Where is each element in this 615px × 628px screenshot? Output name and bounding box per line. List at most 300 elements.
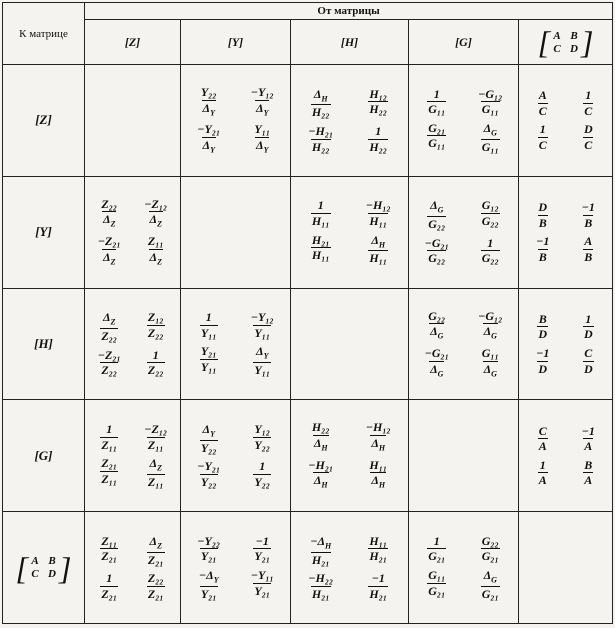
numerator: −Y₂₁ bbox=[197, 459, 221, 474]
fraction bbox=[185, 311, 233, 339]
denominator: $\Delta_Y$ bbox=[202, 137, 215, 155]
fraction bbox=[467, 122, 515, 153]
conversion-matrix bbox=[409, 199, 518, 265]
denominator: G₂₁ bbox=[481, 549, 499, 564]
denominator: Y₁₁ bbox=[200, 325, 217, 340]
fraction bbox=[467, 88, 515, 116]
denominator: Z₂₁ bbox=[147, 552, 164, 567]
row-header: [Y] bbox=[3, 176, 85, 288]
abcd-entry: A bbox=[553, 29, 561, 42]
numerator: −H₂₁ bbox=[308, 457, 334, 472]
numerator: H₁₁ bbox=[369, 533, 388, 548]
fraction bbox=[89, 235, 130, 266]
conversion-cell bbox=[181, 512, 291, 624]
numerator: 1 bbox=[317, 198, 324, 213]
numerator: H₁₁ bbox=[369, 457, 388, 472]
numerator: −Y₂₂ bbox=[197, 533, 221, 548]
denominator: Z₁₁ bbox=[147, 437, 164, 452]
denominator: Y₁₁ bbox=[200, 359, 217, 374]
column-header: [G] bbox=[409, 20, 519, 65]
fraction bbox=[569, 89, 609, 117]
fraction bbox=[239, 86, 287, 117]
numerator: −H₁₂ bbox=[365, 420, 391, 435]
numerator: 1 bbox=[375, 123, 382, 138]
fraction bbox=[523, 347, 563, 375]
numerator: −G₂₁ bbox=[424, 345, 449, 360]
fraction bbox=[239, 569, 287, 600]
denominator: G₂₁ bbox=[428, 583, 446, 598]
numerator: Y₂₁ bbox=[200, 344, 217, 359]
numerator: −Z₁₂ bbox=[144, 422, 168, 436]
column-header bbox=[519, 20, 613, 65]
denominator: C bbox=[538, 103, 547, 118]
denominator: $\Delta_G$ bbox=[430, 324, 444, 341]
denominator: C bbox=[584, 137, 593, 152]
conversion-cell bbox=[519, 288, 613, 400]
numerator: $\Delta_H$ bbox=[313, 86, 328, 103]
column-header: [Z] bbox=[85, 20, 181, 65]
numerator: −H₂₂ bbox=[308, 571, 334, 586]
denominator: G₁₁ bbox=[428, 102, 446, 117]
conversion-cell bbox=[85, 176, 181, 288]
denominator: Z₂₂ bbox=[147, 325, 164, 340]
fraction bbox=[523, 313, 563, 341]
numerator: G₁₂ bbox=[481, 198, 499, 213]
conversion-matrix bbox=[409, 535, 518, 601]
fraction bbox=[239, 311, 287, 339]
fraction bbox=[185, 123, 233, 154]
denominator: G₂₁ bbox=[481, 586, 499, 601]
abcd-row-header bbox=[15, 549, 72, 586]
denominator: G₂₁ bbox=[428, 549, 446, 564]
fraction bbox=[295, 125, 347, 153]
numerator: 1 bbox=[585, 311, 592, 326]
column-header-row bbox=[3, 20, 613, 65]
conversion-cell bbox=[85, 512, 181, 624]
conversion-matrix bbox=[519, 201, 612, 263]
empty-cell bbox=[291, 288, 409, 400]
denominator: A bbox=[584, 439, 593, 454]
fraction bbox=[89, 311, 130, 342]
fraction bbox=[413, 199, 461, 230]
fraction bbox=[523, 89, 563, 117]
denominator: Z₂₂ bbox=[101, 328, 118, 343]
table-row bbox=[3, 288, 613, 400]
denominator: D bbox=[538, 327, 548, 342]
numerator: A bbox=[538, 88, 547, 103]
denominator: Y₂₁ bbox=[200, 586, 217, 601]
fraction bbox=[185, 460, 233, 488]
numerator: Z₂₂ bbox=[101, 196, 118, 211]
fraction bbox=[523, 123, 563, 151]
denominator: Z₂₁ bbox=[101, 549, 118, 564]
numerator: $\Delta_Y$ bbox=[256, 344, 269, 361]
numerator: H₂₂ bbox=[311, 420, 330, 435]
denominator: G₂₂ bbox=[481, 251, 499, 266]
fraction bbox=[413, 122, 461, 153]
numerator: −Z₁₂ bbox=[144, 196, 168, 211]
denominator: Z₂₂ bbox=[101, 363, 118, 378]
conversion-matrix bbox=[181, 423, 290, 489]
fraction bbox=[467, 237, 515, 265]
denominator: H₁₁ bbox=[311, 248, 330, 263]
abcd-entry: B bbox=[48, 555, 56, 568]
empty-cell bbox=[181, 176, 291, 288]
abcd-entry: C bbox=[31, 568, 39, 581]
denominator: $\Delta_Z$ bbox=[103, 249, 116, 267]
conversion-cell bbox=[181, 65, 291, 177]
conversion-matrix bbox=[181, 311, 290, 377]
fraction bbox=[89, 572, 130, 600]
empty-cell bbox=[85, 65, 181, 177]
conversion-cell bbox=[409, 512, 519, 624]
denominator: D bbox=[583, 327, 593, 342]
denominator: Z₂₁ bbox=[101, 586, 118, 601]
numerator: $\Delta_H$ bbox=[371, 232, 386, 249]
denominator: G₁₁ bbox=[428, 136, 446, 151]
conversion-cell bbox=[519, 65, 613, 177]
conversion-cell bbox=[409, 176, 519, 288]
numerator: B bbox=[538, 311, 547, 326]
fraction bbox=[295, 88, 347, 119]
denominator: B bbox=[584, 249, 593, 264]
conversion-cell bbox=[409, 65, 519, 177]
denominator: $\Delta_Z$ bbox=[103, 212, 116, 229]
row-header: [H] bbox=[3, 288, 85, 400]
numerator: G₁₁ bbox=[481, 345, 499, 360]
numerator: $\Delta_Z$ bbox=[149, 456, 162, 473]
fraction bbox=[523, 201, 563, 229]
numerator: −G₁₂ bbox=[478, 86, 503, 101]
denominator: Y₁₁ bbox=[254, 325, 271, 340]
denominator: H₂₂ bbox=[369, 139, 388, 154]
conversion-matrix bbox=[181, 86, 290, 155]
denominator: $\Delta_H$ bbox=[313, 473, 328, 490]
fraction bbox=[353, 199, 405, 227]
fraction bbox=[413, 88, 461, 116]
numerator: 1 bbox=[106, 571, 113, 586]
empty-cell bbox=[409, 400, 519, 512]
conversion-cell bbox=[181, 400, 291, 512]
numerator: −Y₁₂ bbox=[250, 85, 274, 100]
fraction bbox=[89, 198, 130, 229]
numerator: −Y₁₂ bbox=[250, 310, 274, 325]
fraction bbox=[295, 234, 347, 265]
denominator: Y₂₁ bbox=[254, 549, 271, 564]
fraction bbox=[89, 349, 130, 377]
fraction bbox=[569, 425, 609, 453]
fraction bbox=[353, 234, 405, 265]
fraction bbox=[295, 535, 347, 566]
column-header: [H] bbox=[291, 20, 409, 65]
conversion-matrix bbox=[409, 310, 518, 379]
denominator: $\Delta_Y$ bbox=[202, 100, 215, 117]
fraction bbox=[467, 347, 515, 378]
conversion-matrix bbox=[291, 88, 408, 154]
numerator: $\Delta_G$ bbox=[483, 568, 497, 585]
conversion-matrix bbox=[519, 313, 612, 375]
conversion-matrix bbox=[291, 421, 408, 490]
conversion-cell bbox=[85, 400, 181, 512]
numerator: 1 bbox=[487, 235, 494, 250]
numerator: 1 bbox=[106, 422, 113, 436]
denominator: $\Delta_Y$ bbox=[256, 100, 269, 117]
denominator: $\Delta_Y$ bbox=[256, 137, 269, 155]
fraction bbox=[295, 199, 347, 227]
fraction bbox=[136, 535, 177, 566]
denominator: H₂₂ bbox=[311, 139, 330, 154]
conversion-cell bbox=[181, 288, 291, 400]
fraction bbox=[467, 310, 515, 341]
denominator: $\Delta_G$ bbox=[483, 324, 497, 341]
denominator: H₁₁ bbox=[369, 214, 388, 228]
fraction bbox=[413, 535, 461, 563]
fraction bbox=[89, 457, 130, 488]
numerator: $\Delta_G$ bbox=[483, 120, 497, 138]
numerator: $\Delta_Y$ bbox=[202, 422, 215, 439]
fraction bbox=[239, 460, 287, 488]
numerator: $\Delta_Z$ bbox=[149, 533, 162, 551]
denominator: H₂₂ bbox=[311, 105, 330, 120]
numerator: −Z₂₁ bbox=[97, 347, 121, 362]
fraction bbox=[523, 235, 563, 263]
left-bracket: [ bbox=[537, 24, 551, 60]
denominator: Y₂₂ bbox=[254, 437, 271, 452]
abcd-entry: C bbox=[553, 42, 561, 55]
abcd-entry: B bbox=[570, 29, 578, 42]
numerator: −1 bbox=[581, 423, 595, 438]
numerator: −Z₂₁ bbox=[97, 234, 121, 249]
fraction bbox=[569, 347, 609, 375]
denominator: $\Delta_H$ bbox=[371, 473, 386, 490]
table-row bbox=[3, 400, 613, 512]
fraction bbox=[136, 457, 177, 488]
to-matrix-header: К матрице bbox=[3, 3, 85, 65]
fraction bbox=[136, 349, 177, 377]
numerator: $-\Delta_Y$ bbox=[198, 568, 219, 585]
numerator: −1 bbox=[581, 200, 595, 214]
fraction bbox=[239, 123, 287, 154]
denominator: A bbox=[584, 473, 593, 488]
fraction bbox=[569, 459, 609, 487]
conversion-cell bbox=[291, 65, 409, 177]
denominator: Y₂₁ bbox=[254, 583, 271, 598]
numerator: 1 bbox=[539, 122, 546, 137]
conversion-matrix bbox=[291, 535, 408, 601]
denominator: $\Delta_Z$ bbox=[149, 249, 162, 267]
numerator: G₂₁ bbox=[428, 120, 446, 135]
fraction bbox=[467, 199, 515, 230]
fraction bbox=[185, 423, 233, 454]
from-matrix-header: От матрицы bbox=[85, 3, 613, 20]
fraction bbox=[136, 198, 177, 229]
denominator: B bbox=[538, 215, 547, 230]
abcd-column-header bbox=[538, 26, 594, 58]
denominator: A bbox=[538, 439, 547, 454]
numerator: 1 bbox=[433, 86, 440, 101]
denominator: Z₂₂ bbox=[147, 363, 164, 378]
abcd-entries bbox=[28, 555, 59, 580]
denominator: H₂₁ bbox=[369, 586, 388, 601]
numerator: Z₁₁ bbox=[101, 533, 118, 548]
fraction bbox=[185, 345, 233, 376]
numerator: −G₂₁ bbox=[424, 235, 449, 250]
denominator: B bbox=[538, 249, 547, 264]
conversion-cell bbox=[291, 512, 409, 624]
numerator: 1 bbox=[205, 310, 212, 325]
fraction bbox=[353, 125, 405, 153]
fraction bbox=[295, 459, 347, 490]
denominator: Z₁₁ bbox=[101, 437, 118, 452]
denominator: H₂₁ bbox=[369, 549, 388, 564]
abcd-entry: D bbox=[570, 42, 578, 55]
numerator: D bbox=[583, 122, 593, 137]
fraction bbox=[353, 421, 405, 452]
conversion-matrix bbox=[85, 198, 180, 267]
denominator: $\Delta_H$ bbox=[371, 436, 386, 453]
fraction bbox=[89, 535, 130, 566]
denominator: C bbox=[538, 137, 547, 152]
denominator: G₂₂ bbox=[428, 217, 446, 232]
row-header bbox=[3, 512, 85, 624]
numerator: −Y₁₁ bbox=[250, 568, 274, 582]
numerator: 1 bbox=[539, 457, 546, 472]
fraction bbox=[523, 459, 563, 487]
denominator: Y₂₂ bbox=[200, 474, 217, 489]
numerator: −1 bbox=[536, 234, 550, 249]
fraction bbox=[136, 311, 177, 342]
column-header: [Y] bbox=[181, 20, 291, 65]
numerator: 1 bbox=[152, 347, 159, 362]
table-row bbox=[3, 176, 613, 288]
denominator: $\Delta_G$ bbox=[483, 361, 497, 378]
right-bracket: ] bbox=[581, 24, 594, 60]
numerator: C bbox=[584, 345, 593, 360]
fraction bbox=[136, 235, 177, 266]
numerator: $-\Delta_H$ bbox=[310, 533, 332, 551]
denominator: G₁₁ bbox=[481, 139, 499, 154]
fraction bbox=[239, 345, 287, 376]
conversion-matrix bbox=[519, 425, 612, 487]
denominator: G₂₂ bbox=[428, 251, 446, 266]
fraction bbox=[185, 535, 233, 563]
fraction bbox=[89, 423, 130, 451]
denominator: $\Delta_Z$ bbox=[149, 212, 162, 229]
numerator: −Y₂₁ bbox=[197, 122, 221, 137]
denominator: H₂₁ bbox=[311, 552, 330, 567]
numerator: −H₂₁ bbox=[308, 123, 334, 138]
numerator: 1 bbox=[585, 88, 592, 103]
fraction bbox=[185, 569, 233, 600]
conversion-matrix bbox=[85, 535, 180, 601]
fraction bbox=[239, 423, 287, 454]
fraction bbox=[353, 88, 405, 119]
numerator: 1 bbox=[433, 533, 440, 548]
conversion-matrix bbox=[291, 199, 408, 265]
fraction bbox=[523, 425, 563, 453]
numerator: −H₁₂ bbox=[365, 198, 391, 213]
numerator: A bbox=[584, 234, 593, 249]
abcd-entry: A bbox=[31, 555, 39, 568]
numerator: B bbox=[584, 457, 593, 472]
conversion-cell bbox=[291, 176, 409, 288]
denominator: Y₂₁ bbox=[200, 549, 217, 564]
fraction bbox=[413, 569, 461, 600]
fraction bbox=[413, 347, 461, 378]
right-bracket: ] bbox=[59, 549, 72, 586]
numerator: Y₁₁ bbox=[254, 122, 271, 137]
conversion-matrix bbox=[519, 89, 612, 151]
denominator: Z₂₁ bbox=[147, 586, 164, 601]
denominator: Y₂₂ bbox=[254, 474, 271, 489]
fraction bbox=[413, 310, 461, 341]
fraction bbox=[413, 237, 461, 265]
table-body bbox=[3, 65, 613, 624]
left-bracket: [ bbox=[15, 549, 28, 586]
conversion-matrix bbox=[85, 423, 180, 489]
conversion-matrix bbox=[409, 88, 518, 154]
fraction bbox=[353, 572, 405, 600]
denominator: H₂₂ bbox=[369, 102, 388, 117]
numerator: −G₁₂ bbox=[478, 308, 503, 323]
denominator: D bbox=[583, 361, 593, 376]
table-row bbox=[3, 65, 613, 177]
numerator: 1 bbox=[259, 459, 266, 474]
denominator: C bbox=[584, 103, 593, 118]
denominator: H₁₁ bbox=[311, 214, 330, 228]
table-row bbox=[3, 512, 613, 624]
empty-cell bbox=[519, 512, 613, 624]
denominator: H₂₁ bbox=[311, 586, 330, 601]
numerator: $\Delta_G$ bbox=[430, 198, 444, 215]
numerator: G₂₂ bbox=[481, 533, 499, 548]
fraction bbox=[136, 423, 177, 451]
denominator: Z₁₁ bbox=[147, 474, 164, 489]
conversion-cell bbox=[85, 288, 181, 400]
numerator: −1 bbox=[371, 571, 385, 586]
numerator: G₂₂ bbox=[428, 308, 446, 323]
fraction bbox=[185, 86, 233, 117]
numerator: $\Delta_Z$ bbox=[103, 310, 116, 327]
fraction bbox=[295, 421, 347, 452]
fraction bbox=[467, 535, 515, 563]
fraction bbox=[467, 569, 515, 600]
fraction bbox=[353, 459, 405, 490]
abcd-entry: D bbox=[48, 568, 56, 581]
abcd-entries bbox=[550, 30, 581, 55]
numerator: Y₂₂ bbox=[200, 85, 217, 100]
numerator: C bbox=[538, 423, 547, 438]
fraction bbox=[353, 535, 405, 566]
conversion-cell bbox=[519, 176, 613, 288]
denominator: Y₂₂ bbox=[200, 440, 217, 455]
denominator: D bbox=[538, 361, 548, 376]
denominator: Y₁₁ bbox=[254, 363, 271, 378]
numerator: H₂₁ bbox=[311, 232, 330, 247]
denominator: H₁₁ bbox=[369, 251, 388, 266]
matrix-conversion-table bbox=[2, 2, 613, 624]
conversion-matrix bbox=[85, 311, 180, 377]
row-header: [Z] bbox=[3, 65, 85, 177]
fraction bbox=[136, 572, 177, 600]
denominator: Z₁₁ bbox=[101, 471, 118, 486]
denominator: $\Delta_H$ bbox=[313, 436, 328, 453]
conversion-cell bbox=[519, 400, 613, 512]
fraction bbox=[569, 201, 609, 229]
numerator: Z₂₂ bbox=[147, 571, 164, 586]
fraction bbox=[569, 235, 609, 263]
denominator: G₁₁ bbox=[481, 102, 499, 117]
